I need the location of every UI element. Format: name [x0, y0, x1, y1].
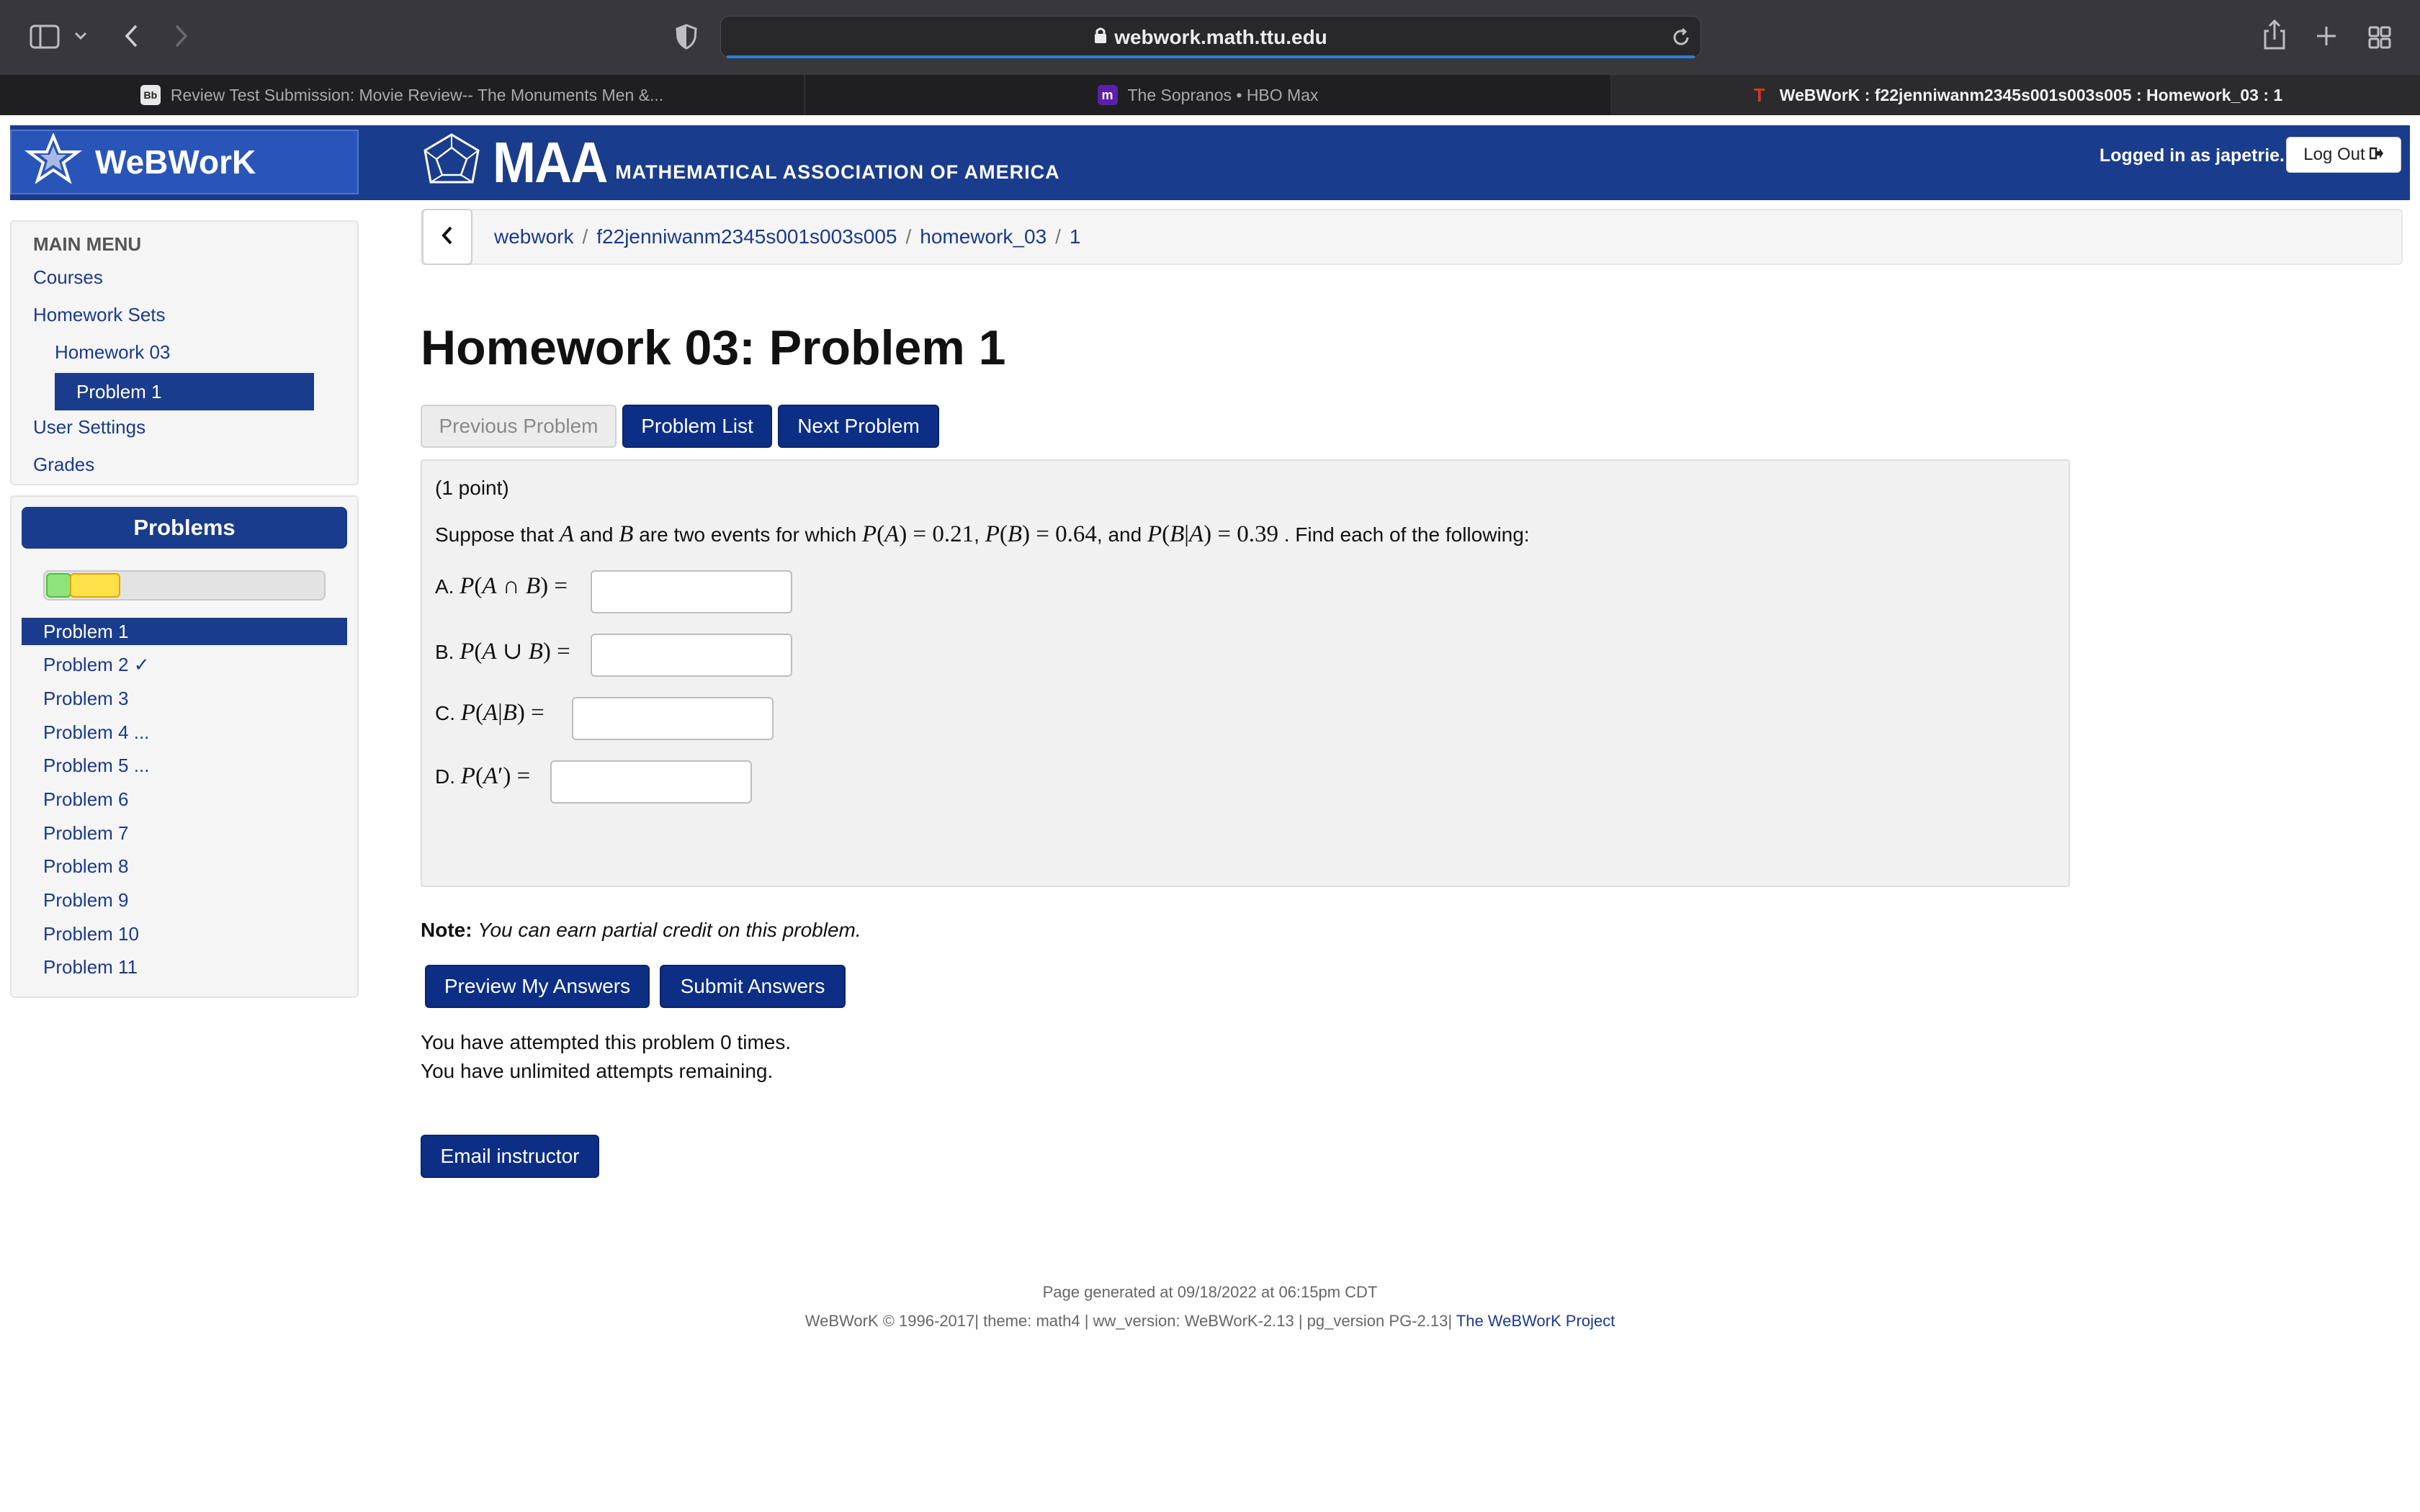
part-letter: D. — [435, 765, 455, 788]
breadcrumb-back-button[interactable] — [422, 209, 472, 265]
progress-correct-segment — [46, 573, 71, 598]
tab-title: Review Test Submission: Movie Review-- The Monuments Men &... — [170, 85, 664, 104]
problem-list-item[interactable]: Problem 4 ... — [43, 721, 150, 743]
tab-overview-icon[interactable] — [2365, 23, 2394, 52]
address-bar[interactable] — [720, 16, 1701, 58]
problem-list-item[interactable]: Problem 8 — [43, 855, 129, 877]
share-icon[interactable] — [2260, 17, 2289, 52]
value-pb: 0.64 — [1055, 521, 1097, 547]
maa-logo[interactable] — [421, 130, 1060, 196]
footer-generated: Page generated at 09/18/2022 at 06:15pm CDT — [1042, 1283, 1378, 1301]
maa-fullname: MATHEMATICAL ASSOCIATION OF AMERICA — [615, 161, 1060, 183]
note-text: You can earn partial credit on this problem. — [478, 919, 861, 941]
next-problem-button[interactable]: Next Problem — [778, 405, 939, 448]
main-menu-title: MAIN MENU — [33, 233, 142, 255]
logout-button[interactable] — [2286, 137, 2401, 173]
statement-text: Suppose that — [435, 523, 555, 546]
part-letter: B. — [435, 641, 454, 663]
value-pba: 0.39 — [1237, 521, 1278, 547]
menu-item-grades[interactable]: Grades — [33, 454, 95, 475]
part-d-label — [435, 763, 530, 790]
lock-icon — [1094, 26, 1107, 49]
problem-statement: Suppose that A and B are two events for which P(A) = 0.21, P(B) = 0.64, and P(B|A) = 0.39 . Find each of the following: — [435, 521, 1530, 547]
webwork-project-link[interactable]: The WeBWorK Project — [1456, 1312, 1615, 1330]
submit-answers-button[interactable]: Submit Answers — [660, 965, 846, 1008]
math-expression: P(A ∪ B) = — [460, 639, 570, 665]
math-event-b: B — [619, 521, 634, 547]
privacy-shield-icon[interactable] — [673, 22, 700, 52]
answer-input-d[interactable] — [550, 760, 752, 804]
math-expression: P(A|B) = — [460, 700, 544, 726]
math-expression: P(A ∩ B) = — [460, 573, 568, 599]
math-pb: P(B) = 0.64 — [985, 521, 1097, 547]
answer-input-c[interactable] — [572, 697, 774, 740]
part-a-label — [435, 573, 568, 600]
browser-toolbar — [0, 0, 2420, 75]
statement-text: are two events for which — [639, 523, 857, 546]
breadcrumb-link-course[interactable]: f22jenniwanm2345s001s003s005 — [596, 225, 897, 248]
breadcrumb-current[interactable]: 1 — [1069, 225, 1081, 248]
sidebar-toggle-icon[interactable] — [27, 22, 62, 52]
attempts-remaining: You have unlimited attempts remaining. — [421, 1060, 774, 1082]
footer-credits — [0, 1312, 2420, 1331]
problem-points: (1 point) — [435, 477, 509, 499]
problem-list-item[interactable]: Problem 10 — [43, 922, 139, 945]
problem-list-item[interactable]: Problem 2 ✓ — [43, 653, 150, 675]
browser-tab[interactable] — [805, 75, 1612, 115]
back-icon[interactable] — [118, 20, 144, 52]
part-b-label — [435, 636, 570, 665]
menu-item-problem-1[interactable]: Problem 1 — [55, 373, 314, 410]
part-letter: C. — [435, 702, 455, 724]
texas-tech-favicon-icon: T — [1753, 84, 1765, 106]
math-pa: P(A) = 0.21 — [861, 521, 974, 547]
forward-icon[interactable] — [169, 20, 194, 52]
logout-arrow-icon — [2370, 145, 2384, 165]
part-letter: A. — [435, 575, 454, 598]
reload-icon[interactable] — [1669, 25, 1693, 50]
problem-list-item[interactable]: Problem 9 — [43, 888, 129, 911]
answer-input-a[interactable] — [591, 570, 792, 613]
site-banner — [10, 125, 2410, 200]
menu-item-homework-03[interactable]: Homework 03 — [55, 341, 171, 363]
address-focus-underline — [727, 55, 1695, 58]
tab-title: WeBWorK : f22jenniwanm2345s001s003s005 : Homework_03 : 1 — [1779, 85, 2283, 104]
tab-strip — [0, 75, 2420, 115]
breadcrumb-separator: / — [582, 225, 588, 248]
partial-credit-note — [421, 919, 861, 942]
statement-text: and — [579, 523, 614, 546]
value-pa: 0.21 — [932, 521, 974, 547]
math-event-a: A — [559, 521, 574, 547]
menu-item-user-settings[interactable]: User Settings — [33, 416, 146, 438]
breadcrumb-link-set[interactable]: homework_03 — [920, 225, 1047, 248]
chevron-down-icon[interactable] — [71, 26, 91, 46]
breadcrumb-separator: / — [1055, 225, 1061, 248]
menu-item-homework-sets[interactable]: Homework Sets — [33, 304, 166, 325]
webwork-star-icon — [24, 133, 82, 192]
previous-problem-button[interactable]: Previous Problem — [421, 405, 617, 448]
blackboard-favicon-icon: Bb — [140, 85, 161, 105]
brand-name: WeBWorK — [95, 143, 256, 181]
breadcrumb-link-webwork[interactable]: webwork — [494, 225, 574, 248]
breadcrumb-separator: / — [905, 225, 912, 248]
problems-title: Problems — [22, 507, 347, 549]
chevron-left-icon — [441, 225, 454, 249]
main-menu — [10, 220, 359, 485]
page-title: Homework 03: Problem 1 — [421, 320, 1006, 375]
statement-text: . Find each of the following: — [1283, 523, 1530, 546]
problem-list-item[interactable]: Problem 6 — [43, 788, 129, 810]
hbo-max-favicon-icon: m — [1098, 85, 1118, 105]
problem-list-item[interactable]: Problem 5 ... — [43, 754, 150, 776]
url-text: webwork.math.ttu.edu — [1114, 26, 1327, 48]
browser-tab-active[interactable] — [1612, 75, 2420, 115]
statement-text: , and — [1096, 523, 1142, 546]
new-tab-icon[interactable] — [2312, 22, 2341, 50]
breadcrumb — [421, 209, 2403, 265]
footer-credits-text: WeBWorK © 1996-2017| theme: math4 | ww_version: WeBWorK-2.13 | pg_version PG-2.13| — [805, 1312, 1453, 1330]
math-expression: P(A′) = — [460, 763, 531, 789]
problem-body — [421, 459, 2070, 887]
problem-list-button[interactable]: Problem List — [622, 405, 772, 448]
problem-list-item[interactable]: Problem 3 — [43, 687, 129, 709]
attempts-count: You have attempted this problem 0 times. — [421, 1031, 792, 1053]
answer-input-b[interactable] — [591, 634, 792, 677]
problem-list-item[interactable]: Problem 1 — [22, 618, 347, 645]
preview-answers-button[interactable]: Preview My Answers — [425, 965, 650, 1008]
browser-tab[interactable] — [0, 75, 805, 115]
note-label: Note: — [421, 919, 472, 941]
problems-panel — [10, 495, 359, 998]
part-c-label — [435, 700, 544, 726]
problem-list-item[interactable]: Problem 11 — [43, 955, 138, 978]
maa-wordmark: MAA — [493, 130, 607, 194]
maa-icosahedron-icon — [421, 132, 483, 194]
tab-title: The Sopranos • HBO Max — [1127, 85, 1319, 104]
math-pba: P(B|A) = 0.39 — [1147, 521, 1278, 547]
progress-partial-segment — [70, 573, 120, 598]
progress-bar — [43, 570, 326, 600]
email-instructor-button[interactable]: Email instructor — [421, 1135, 599, 1178]
problem-list-item[interactable]: Problem 7 — [43, 822, 129, 844]
logout-label: Log Out — [2303, 145, 2365, 164]
webwork-logo[interactable] — [10, 130, 359, 194]
login-status: Logged in as japetrie. — [2099, 145, 2285, 166]
menu-item-courses[interactable]: Courses — [33, 266, 103, 288]
